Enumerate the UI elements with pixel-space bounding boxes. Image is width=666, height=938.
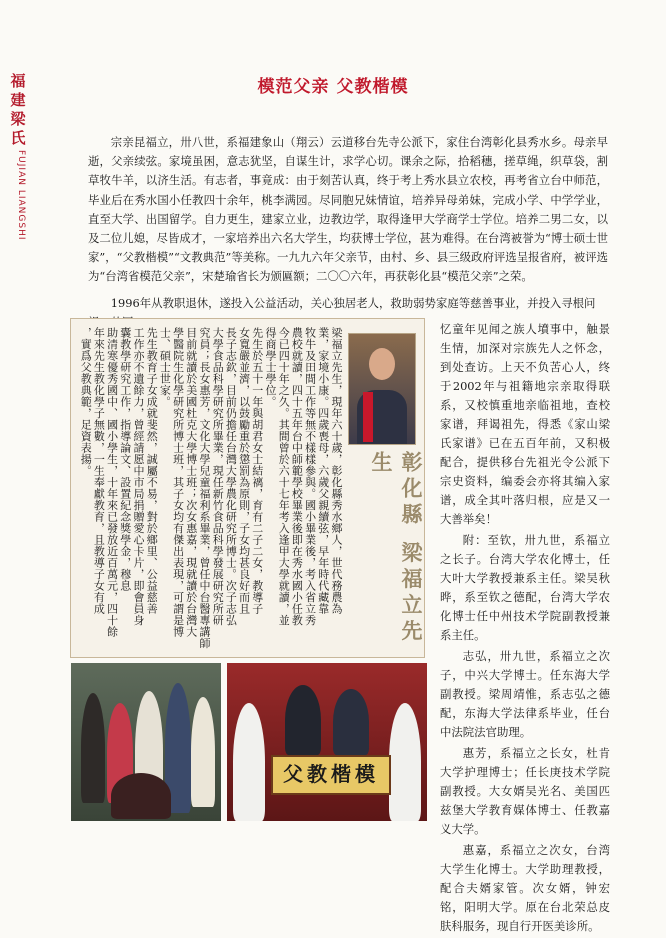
clipping-column: 工作亦不遺餘力，曾經請愿中市局捐贈愛心卡片，即會員身 <box>132 327 145 626</box>
award-plaque: 父教楷模 <box>271 755 391 795</box>
right-paragraph: 惠芳，系福立之长女，杜肯大学护理博士；任长庚技术学院副教授。大女婿吴光名、美国匹兹堡大学教育媒体博士、任教嘉义大学。 <box>440 746 610 836</box>
clipping-column: 長子志欽，目前仍擔任台灣大學農化研究所博士。次子志弘 <box>224 327 238 626</box>
award-photo <box>227 663 427 821</box>
right-paragraph: 忆童年见闻之族人墳事中，触景生情，加深对宗族先人之怀念，到处查访。上天不负苦心人，终于2002年与祖籍地宗亲取得联系，又校慎重地亲临祖地，查校家谱，拜谒祖先，得悉《家山梁氏家谱》已在五百年前，又积极配合，提供移台先祖光令公派下宗史资料，编委会亦将其编入家谱，成全其叶落归根，应是又一大善举矣！ <box>440 322 610 526</box>
clipping-column: 得商學士學位。 <box>264 327 277 408</box>
portrait-photo <box>348 333 416 445</box>
clipping-column: 牧牛及田間工作等無不樣樣參與。國小畢業後，考入省立秀 <box>303 327 317 626</box>
portrait-face <box>369 348 395 380</box>
photo-person <box>389 703 421 821</box>
paragraph: 宗亲昆福立，卅八世，系福建象山（翔云）云道移台先寺公派下，家住台湾彰化县秀水乡。母亲早逝，父亲续弦。家境虽困，意志犹坚，自谋生计，求学心切。课余之际，拾稻穗，搓草绳，织草袋，割草牧牛羊，以济生活。有志者，事竟成：由于刻苦认真，终于考上秀水县立农校，再考省立台中师范，毕业后在秀水国小任教四十余年，桃李满园。尽同胞兄妹情谊，培养异母弟妹，完成小学、中学学业，直至大学、出国留学。自力更生，建家立业，边教边学，取得逢甲大学商学士学位。培养二男二女，以及二位儿媳，尽皆成才，一家培养出六名大学生，均获博士学位，甚为难得。在台湾被誉为“博士硕士世家”，“父教楷模”“文教典范”等美称。一九九六年父亲节，由村、乡、县三级政府评选呈报省府，被评选为“台湾省模范父亲”，宋楚瑜省长为颁匾额；二〇〇六年，再获彰化县“模范父亲”之荣。 <box>88 135 608 284</box>
photo-person <box>191 697 215 807</box>
clipping-column: 年來先生教化學子無數，一生奉獻教育，且教導子女有成 <box>92 327 106 615</box>
photo-person <box>285 685 321 755</box>
clipping-column: 士、碩士世家。 <box>158 327 172 408</box>
clipping-column: 先生於五十一年與胡君女士結褵，育有二子二女，教導子 <box>250 327 264 615</box>
clipping-column: ，實爲父教典範，足資表揚。 <box>79 327 93 477</box>
clipping-column: 目前就讀於美國杜克大學博士班；次女惠嘉，現就讀於台灣大 <box>184 327 198 638</box>
photo-person <box>233 703 265 821</box>
photo-person <box>111 773 171 819</box>
clipping-column: 囊教學研究工作，指導論文、設置紀念獎學金，穆息 <box>118 327 132 592</box>
clipping-column: 梁福立先生，現年六十歲，彰化縣秀水鄉人，世代務農為 <box>330 327 343 615</box>
clipping-column: 究員；長女惠芳，文化大學兒童福利系畢業，曾任中台醫專講師 <box>198 327 211 649</box>
family-photo <box>71 663 221 821</box>
clipping-column: 學醫院生化學研究所博士班，其子女均有傑出表現，可謂是博 <box>171 327 185 638</box>
newspaper-clipping <box>70 318 425 658</box>
photo-person <box>333 689 369 755</box>
clipping-column: 農校就讀，四十五年台中師範學校畢業後即在秀水國小任教 <box>290 327 304 626</box>
page-title: 模范父亲 父教楷模 <box>257 77 409 97</box>
clipping-column: 業，家境小康。四歲喪母，六歲父親續弦，早年時代藏靠 <box>316 327 330 615</box>
clipping-column: 女寬嚴並濟，以鼓勵重於懲罰為原則，子女均甚良好而且 <box>237 327 251 615</box>
photo-person <box>81 693 105 803</box>
article-body <box>88 133 608 287</box>
clipping-name-heading: 彰化縣 梁福立先生 <box>369 451 424 646</box>
clipping-column: 大學食品科學研究所畢業，現任新竹食品科學發展研究所研 <box>211 327 225 626</box>
clipping-column: 今已四十年之久。其間曾於六十七年考入逢甲大學就讀，並 <box>277 327 291 626</box>
paragraph: 1996年从教职退休，遂投入公益活动，关心独居老人，救助弱势家庭等慈善事业，并投入寻根问 <box>110 296 596 310</box>
side-label-latin: FUJIAN LIANGSHI <box>16 150 26 241</box>
right-paragraph: 附：至钦，卅九世，系福立之长子。台湾大学农化博士，任大叶大学教授兼系主任。梁吴秋晔，系至钦之德配，台湾大学农化博士任中州技术学院副教授兼系主任。 <box>440 533 610 642</box>
side-label-chinese: 福建梁氏 <box>10 72 26 147</box>
right-column <box>440 320 610 938</box>
portrait-sash <box>363 392 373 442</box>
clipping-column: 助清寒優秀國中、國小學生，十年來已發放近百萬元，四十餘 <box>105 327 119 638</box>
right-paragraph: 惠嘉，系福立之次女，台湾大学生化博士。大学助理教授，配合夫婿家管。次女婿，钟宏铭，阳明大学。原在台北荣总皮肤科服务，现自行开医美诊所。 <box>440 843 610 933</box>
right-paragraph: 志弘，卅九世，系福立之次子，中兴大学博士。任东海大学副教授。梁周靖惟，系志弘之德配，东海大学法律系毕业，任台中法院法官助理。 <box>440 649 610 739</box>
clipping-column: 先生教育子女成就斐然，誠屬不易，對於鄉里、公益慈善 <box>145 327 159 615</box>
